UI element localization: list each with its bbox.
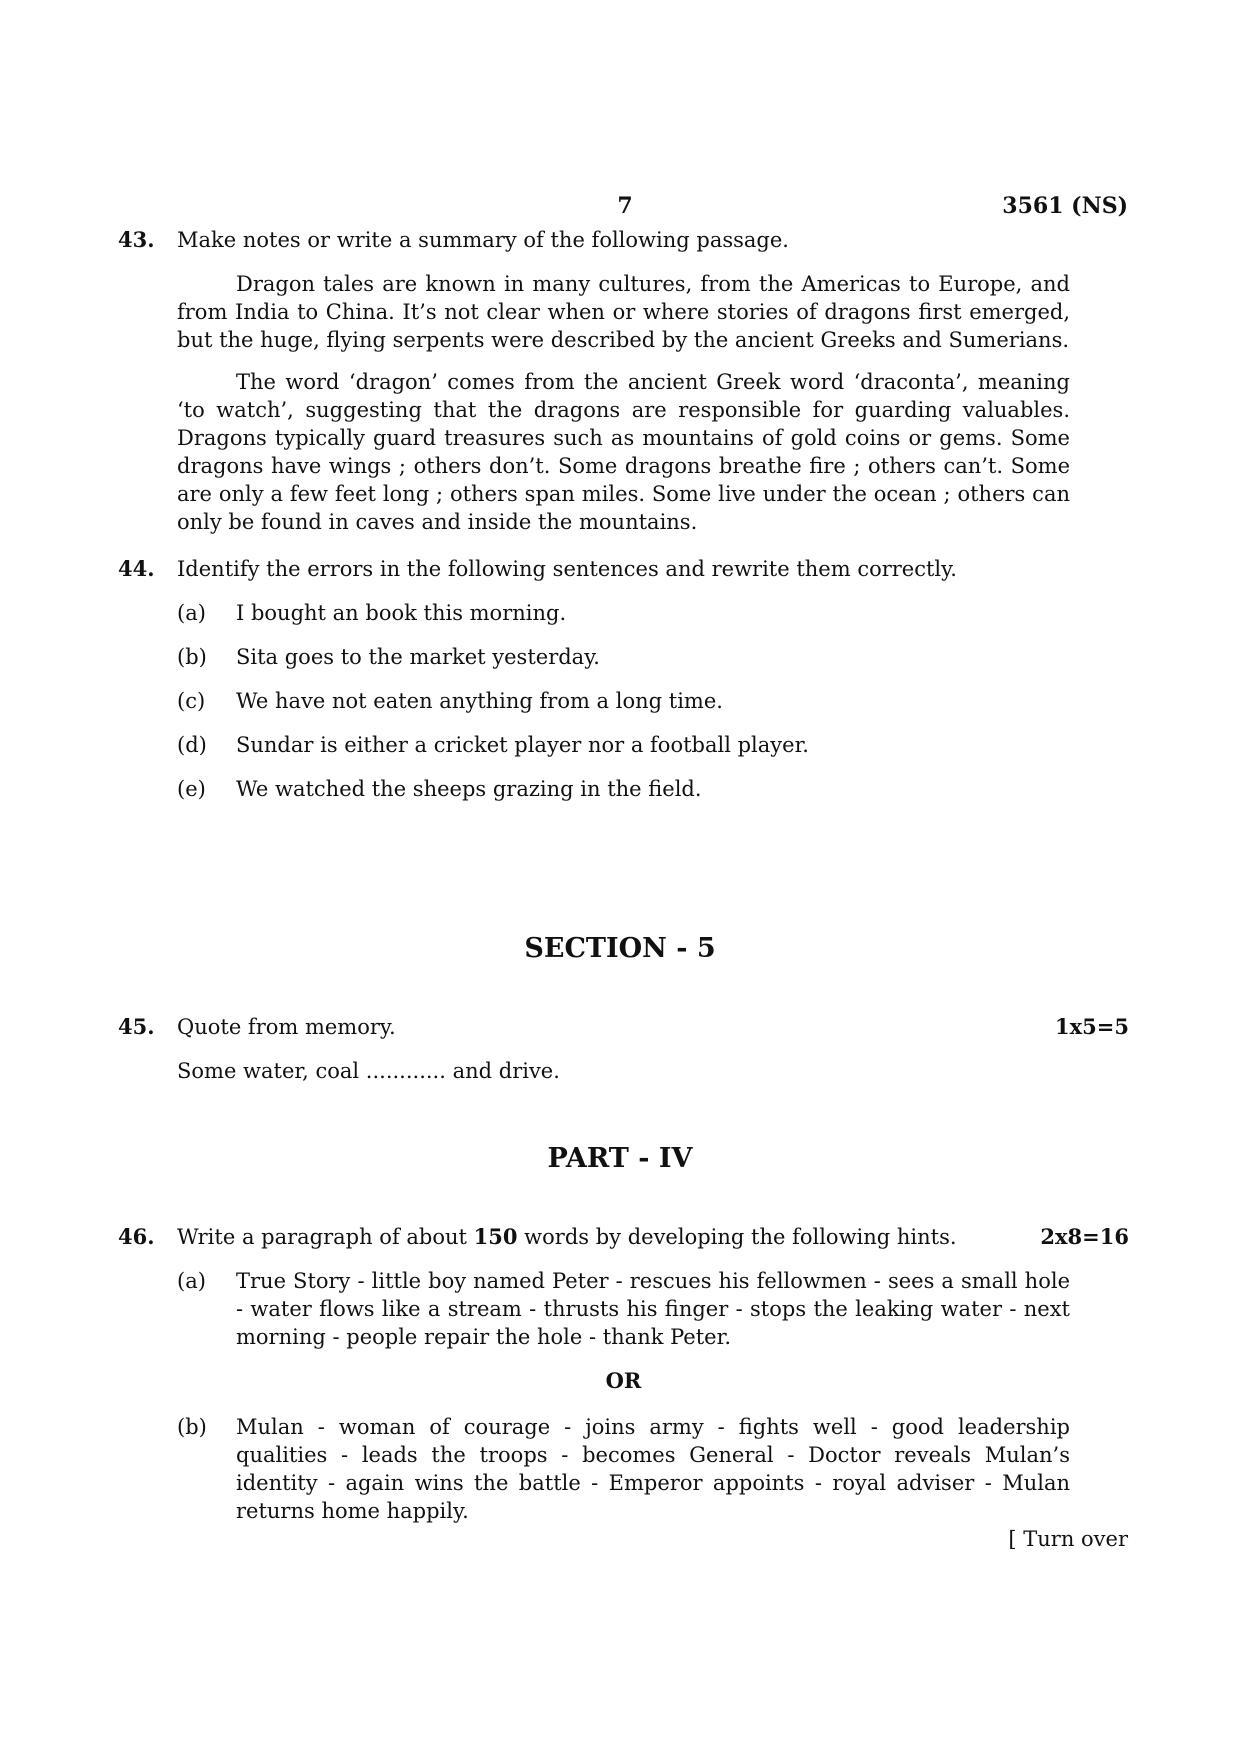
quote-line: Some water, coal ............ and drive.	[177, 1059, 560, 1083]
question-45	[118, 1013, 1129, 1085]
or-separator: OR	[605, 1368, 642, 1393]
question-number: 43.	[118, 227, 155, 252]
question-43	[118, 226, 1070, 536]
list-item	[177, 775, 1070, 803]
prompt-text: words by developing the following hints.	[517, 1225, 957, 1249]
passage-paragraph-1: Dragon tales are known in many cultures, from the Americas to Europe, and from India to China. It’s not clear when or where stories of dragons first emerged, but the huge, flying serpents were described by the ancient Greeks and Sumerians.	[177, 272, 1070, 352]
question-prompt: Quote from memory.	[177, 1015, 396, 1039]
item-text: I bought an book this morning.	[236, 601, 567, 625]
list-item	[177, 687, 1070, 715]
list-item	[177, 1413, 1070, 1525]
paper-code: 3561 (NS)	[1002, 193, 1128, 219]
item-label: (b)	[177, 645, 207, 669]
question-prompt: Identify the errors in the following sentences and rewrite them correctly.	[177, 557, 957, 581]
page-number: 7	[617, 193, 633, 219]
word-count: 150	[473, 1224, 518, 1249]
item-text: We have not eaten anything from a long time.	[236, 689, 723, 713]
list-item	[177, 731, 1070, 759]
marks-label: 2x8=16	[1040, 1224, 1129, 1249]
turn-over-note: [ Turn over	[1008, 1527, 1128, 1551]
item-text: Sita goes to the market yesterday.	[236, 645, 600, 669]
item-label: (a)	[177, 601, 206, 625]
item-text: We watched the sheeps grazing in the field.	[236, 777, 702, 801]
item-text: Sundar is either a cricket player nor a football player.	[236, 733, 809, 757]
item-label: (a)	[177, 1269, 206, 1293]
question-number: 46.	[118, 1224, 155, 1249]
passage-paragraph-2: The word ‘dragon’ comes from the ancient Greek word ‘draconta’, meaning ‘to watch’, suggesting that the dragons are responsible for guarding valuables. Dragons typically guard treasures such as mountains of gold coins or gems. Some dragons have wings ; others don’t. Some dragons breathe fire ; others can’t. Some are only a few feet long ; others span miles. Some live under the ocean ; others can only be found in caves and inside the mountains.	[177, 370, 1070, 534]
question-prompt	[177, 1223, 1070, 1251]
marks-label: 1x5=5	[1055, 1014, 1129, 1039]
question-number: 45.	[118, 1014, 155, 1039]
sentence-list	[177, 599, 1070, 803]
hint-list	[177, 1267, 1070, 1525]
section-heading: SECTION - 5	[524, 933, 716, 964]
question-number: 44.	[118, 556, 155, 581]
item-label: (d)	[177, 733, 207, 757]
item-label: (b)	[177, 1415, 207, 1439]
item-text: Mulan - woman of courage - joins army - fights well - good leadership qualities - leads the troops - becomes General - Doctor reveals Mulan’s identity - again wins the battle - Emperor appoints - royal adviser - Mulan returns home happily.	[236, 1415, 1070, 1523]
list-item	[177, 1267, 1070, 1351]
item-label: (e)	[177, 777, 206, 801]
question-44	[118, 555, 1070, 819]
question-prompt: Make notes or write a summary of the following passage.	[177, 228, 789, 252]
list-item	[177, 599, 1070, 627]
item-label: (c)	[177, 689, 206, 713]
prompt-text: Write a paragraph of about	[177, 1225, 474, 1249]
item-text: True Story - little boy named Peter - rescues his fellowmen - sees a small hole - water flows like a stream - thrusts his finger - stops the leaking water - next morning - people repair the hole - thank Peter.	[236, 1269, 1070, 1349]
part-heading: PART - IV	[547, 1143, 693, 1174]
list-item	[177, 643, 1070, 671]
